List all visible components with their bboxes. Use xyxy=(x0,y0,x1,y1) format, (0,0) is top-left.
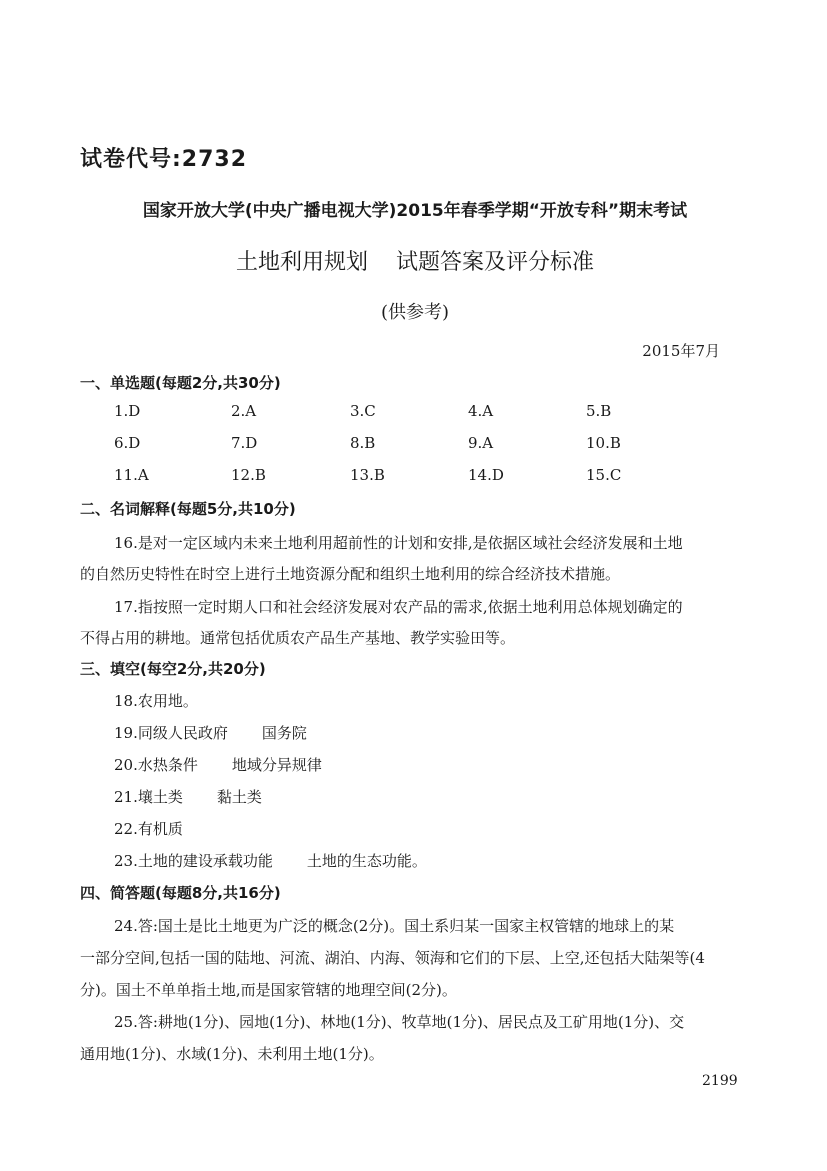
section-heading-1: 一、单选题(每题2分,共30分) xyxy=(80,374,281,392)
answer-21 xyxy=(114,786,262,807)
answer-17-line-2: 不得占用的耕地。通常包括优质农产品生产基地、教学实验田等。 xyxy=(80,629,516,647)
answer-20-blank-2: 地域分异规律 xyxy=(231,756,322,774)
section-heading-4: 四、简答题(每题8分,共16分) xyxy=(80,884,281,902)
answer-item: 11.A xyxy=(114,466,149,484)
answer-25-line-2: 通用地(1分)、水域(1分)、未利用土地(1分)。 xyxy=(80,1045,384,1063)
answer-item: 7.D xyxy=(231,434,258,452)
answer-24-line-3: 分)。国土不单单指土地,而是国家管辖的地理空间(2分)。 xyxy=(80,981,457,999)
document-type: 试题答案及评分标准 xyxy=(396,250,595,275)
answer-16-line-1: 16.是对一定区域内未来土地利用超前性的计划和安排,是依据区域社会经济发展和土地 xyxy=(114,534,683,552)
answer-item: 8.B xyxy=(350,434,376,452)
answer-18: 18.农用地。 xyxy=(114,692,198,710)
answer-17-line-1: 17.指按照一定时期人口和社会经济发展对农产品的需求,依据土地利用总体规划确定的 xyxy=(114,598,683,616)
answer-21-blank-1: 21.壤土类 xyxy=(114,788,183,806)
exam-date: 2015年7月 xyxy=(642,342,720,360)
answer-item: 12.B xyxy=(231,466,266,484)
answer-item: 10.B xyxy=(586,434,621,452)
section-heading-2: 二、名词解释(每题5分,共10分) xyxy=(80,500,296,518)
answer-20 xyxy=(114,754,322,775)
answer-24-line-1: 24.答:国土是比土地更为广泛的概念(2分)。国土系归某一国家主权管辖的地球上的某 xyxy=(114,917,675,935)
answer-19-blank-1: 19.同级人民政府 xyxy=(114,724,228,742)
answer-23-blank-2: 土地的生态功能。 xyxy=(306,852,427,870)
answer-item: 5.B xyxy=(586,402,612,420)
section-heading-3: 三、填空(每空2分,共20分) xyxy=(80,660,266,678)
answer-item: 15.C xyxy=(586,466,622,484)
answer-item: 4.A xyxy=(468,402,494,420)
answer-item: 3.C xyxy=(350,402,376,420)
page-number: 2199 xyxy=(702,1073,738,1089)
answer-22: 22.有机质 xyxy=(114,820,183,838)
answer-23 xyxy=(114,850,427,871)
answer-19-blank-2: 国务院 xyxy=(261,724,307,742)
exam-title: 国家开放大学(中央广播电视大学)2015年春季学期“开放专科”期末考试 xyxy=(142,201,688,221)
paper-code: 试卷代号:2732 xyxy=(80,147,248,172)
answer-item: 14.D xyxy=(468,466,504,484)
answer-24-line-2: 一部分空间,包括一国的陆地、河流、湖泊、内海、领海和它们的下层、上空,还包括大陆架等(4 xyxy=(80,949,705,967)
subject-name: 土地利用规划 xyxy=(235,250,368,275)
reference-note: (供参考) xyxy=(380,302,450,323)
answer-item: 1.D xyxy=(114,402,141,420)
answer-16-line-2: 的自然历史特性在时空上进行土地资源分配和组织土地利用的综合经济技术措施。 xyxy=(80,565,621,583)
subject-title xyxy=(80,245,750,276)
answer-23-blank-1: 23.土地的建设承载功能 xyxy=(114,852,273,870)
answer-item: 2.A xyxy=(231,402,257,420)
answer-21-blank-2: 黏土类 xyxy=(216,788,262,806)
answer-item: 9.A xyxy=(468,434,494,452)
answer-item: 6.D xyxy=(114,434,141,452)
answer-20-blank-1: 20.水热条件 xyxy=(114,756,198,774)
answer-item: 13.B xyxy=(350,466,385,484)
answer-25-line-1: 25.答:耕地(1分)、园地(1分)、林地(1分)、牧草地(1分)、居民点及工矿用地(1分)、交 xyxy=(114,1013,685,1031)
answer-19 xyxy=(114,722,307,743)
